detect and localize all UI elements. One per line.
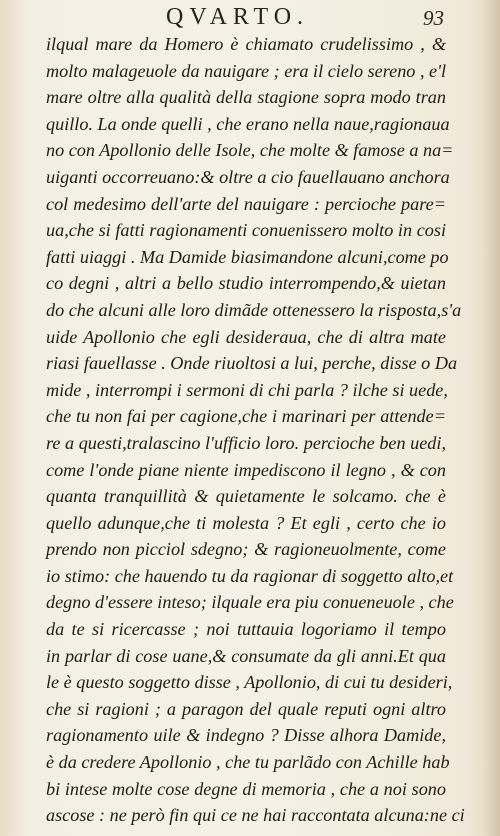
text-line: ilqual mare da Homero è chiamato crudelissimo , & <box>46 34 446 54</box>
text-line: quello adunque,che ti molesta ? Et egli , certo che io <box>46 512 446 533</box>
text-line: è da credere Apollonio , che tu parlãdo con Achille hab <box>46 752 450 773</box>
text-line: col medesimo dell'arte del nauigare : percioche pare= <box>46 193 446 214</box>
text-line: uiganti occorreuano:& oltre a cio fauellauano anchora <box>46 166 450 187</box>
text-line: co degni , altri a bello studio interrompendo,& uietan <box>46 273 446 294</box>
text-line: degno d'essere inteso; ilquale era piu conueneuole , che <box>46 592 454 613</box>
text-line: ascose : ne però fin qui ce ne hai raccontata alcuna:ne ci <box>46 805 465 826</box>
page-header <box>0 4 500 34</box>
text-line: che si ragioni ; a paragon del quale reputi ogni altro <box>46 698 446 719</box>
text-line: io stimo: che hauendo tu da ragionar di soggetto alto,et <box>46 565 454 586</box>
text-line: mide , interrompi i sermoni di chi parla ? ilche si uede, <box>46 379 448 400</box>
body-text <box>46 31 465 829</box>
text-line: ua,che si fatti ragionamenti conuenissero molto in cosi <box>46 220 446 241</box>
text-line: bi intese molte cose degne di memoria , che a noi sono <box>46 778 446 799</box>
text-line: do che alcuni alle loro dimãde ottenessero la risposta,s'a <box>46 299 462 320</box>
text-line: ragionamento uile & indegno ? Disse alhora Damide, <box>46 725 446 746</box>
text-line: mare oltre alla qualità della stagione sopra modo tran <box>46 87 446 108</box>
text-line: molto malageuole da nauigare ; era il cielo sereno , e'l <box>46 60 447 81</box>
text-line: che tu non fai per cagione,che i marinari per attende= <box>46 406 446 427</box>
text-line: le è questo soggetto disse , Apollonio, di cui tu desideri, <box>46 672 453 693</box>
text-line: riasi fauellasse . Onde riuoltosi a lui, perche, disse o Da <box>46 353 458 374</box>
text-line: no con Apollonio delle Isole, che molte & famose a na= <box>46 140 454 161</box>
text-line: uide Apollonio che egli desideraua, che di altra mate <box>46 326 446 347</box>
text-line: fatti uiaggi . Ma Damide biasimandone alcuni,come po <box>46 246 449 267</box>
text-line: re a questi,tralascino l'ufficio loro. percioche ben uedi, <box>46 432 446 453</box>
gutter-shadow <box>482 0 500 836</box>
text-line: quillo. La onde quelli , che erano nella naue,ragionaua <box>46 113 450 134</box>
text-line: quanta tranquillità & quietamente le solcamo. che è <box>46 486 446 507</box>
text-line: come l'onde piane niente impediscono il legno , & con <box>46 459 446 480</box>
running-head: QVARTO. <box>166 4 310 30</box>
text-line: prendo non picciol sdegno; & ragioneuolmente, come <box>46 539 446 560</box>
text-line: in parlar di cose uane,& consumate da gli anni.Et qua <box>46 645 446 666</box>
page-number: 93 <box>423 6 444 30</box>
text-line: da te si ricercasse ; noi tuttauia logoriamo il tempo <box>46 619 446 640</box>
